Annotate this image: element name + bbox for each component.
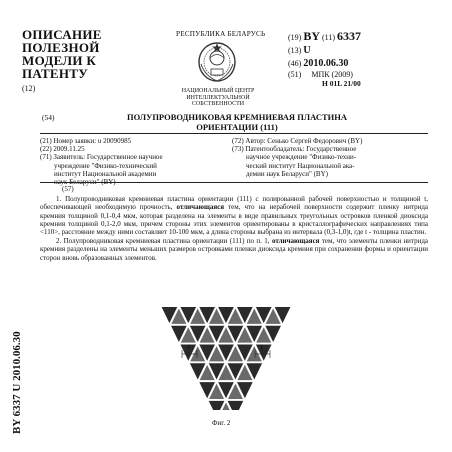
- claim-1: 1. Полупроводниковая кремниевая пластина ориентации (111) с полированной рабочей поверхностью и толщиной t, обеспечивающей необходимую прочность, отличающаяся тем, что на нерабочей поверхности содержит пленку нитрида кремния толщиной 0,1-0,4 мкм, которая разделена на элементы в виде правильных треугольных островков пленкой диоксида кремния толщиной 0,1-2,0 мкм, причем стороны этих элементов ориентированы в кристаллографических направлениях типа <110>, расстояние между ними составляет 10-100 мкм, а длина стороны выбрана из интервала (0,3-1,0)t, где t - толщина пластин.: [40, 195, 429, 237]
- figure-2-triangle-pattern: [160, 302, 292, 410]
- triangle-island-grid: [162, 307, 291, 410]
- state-emblem-icon: [196, 40, 238, 84]
- field-row: (71) Заявитель: Государственное научное: [40, 153, 163, 162]
- dimension-label: l: [188, 345, 190, 351]
- field-51: (51) МПК (2009) H 01L 21/00: [288, 70, 361, 88]
- field-row: научное учреждение "Физико-техни-: [246, 153, 357, 162]
- divider: [40, 133, 428, 134]
- title-line: ПАТЕНТУ: [22, 66, 89, 81]
- document-title: [22, 28, 142, 80]
- divider: [40, 182, 428, 183]
- right-fields: [232, 137, 428, 178]
- claim-2: 2. Полупроводниковая кремниевая пластина ориентации (111) по п. 1, отличающаяся тем, что элементы пленки нитрида кремния разделены на элементы меньших размеров островками пленки диоксида кремния при сохранении формы и ориентации сторон вновь образованных элементов.: [40, 237, 428, 262]
- field-row: демии наук Беларуси" (BY): [246, 169, 328, 178]
- side-document-number: [8, 262, 24, 437]
- code-54: (54): [42, 113, 55, 122]
- title-line: МОДЕЛИ К: [22, 53, 97, 68]
- title-line: ОПИСАНИЕ: [22, 27, 102, 42]
- claims-text: [40, 185, 428, 263]
- figure-caption: Фиг. 2: [212, 419, 231, 427]
- dimension-label: l: [261, 345, 263, 351]
- field-row: (72) Автор: Сенько Сергей Федорович (BY): [232, 137, 363, 145]
- field-row: ческий институт Национальной ака-: [246, 161, 355, 170]
- left-fields: [40, 137, 228, 186]
- field-row: институт Национальной академии: [54, 169, 157, 178]
- field-row: учреждение "Физико-технический: [54, 161, 157, 170]
- invention-title: (54) ПОЛУПРОВОДНИКОВАЯ КРЕМНИЕВАЯ ПЛАСТИНА ОРИЕНТАЦИИ (111): [42, 112, 348, 132]
- code-57: (57): [62, 185, 74, 193]
- field-13: (13) U: [288, 45, 311, 56]
- svg-text:BY 6337 U 2010.06.30: BY 6337 U 2010.06.30: [11, 331, 23, 434]
- bibliographic-data: [288, 30, 361, 88]
- field-row: (21) Номер заявки: u 20090985: [40, 137, 132, 145]
- silicon-nitride-island: [209, 401, 225, 410]
- field-46: (46) 2010.06.30: [288, 58, 349, 69]
- field-row: (73) Патентообладатель: Государственное: [232, 145, 357, 154]
- national-center-label: НАЦИОНАЛЬНЫЙ ЦЕНТР ИНТЕЛЛЕКТУАЛЬНОЙ СОБСТВЕННОСТИ: [181, 88, 255, 107]
- republic-label: РЕСПУБЛИКА БЕЛАРУСЬ: [176, 30, 266, 38]
- code-12: (12): [22, 84, 36, 93]
- field-row: (22) 2009.11.25: [40, 145, 85, 154]
- silicon-nitride-island: [228, 401, 244, 410]
- field-19-11: (19) BY (11) 6337: [288, 29, 362, 43]
- title-line: ПОЛЕЗНОЙ: [22, 40, 100, 55]
